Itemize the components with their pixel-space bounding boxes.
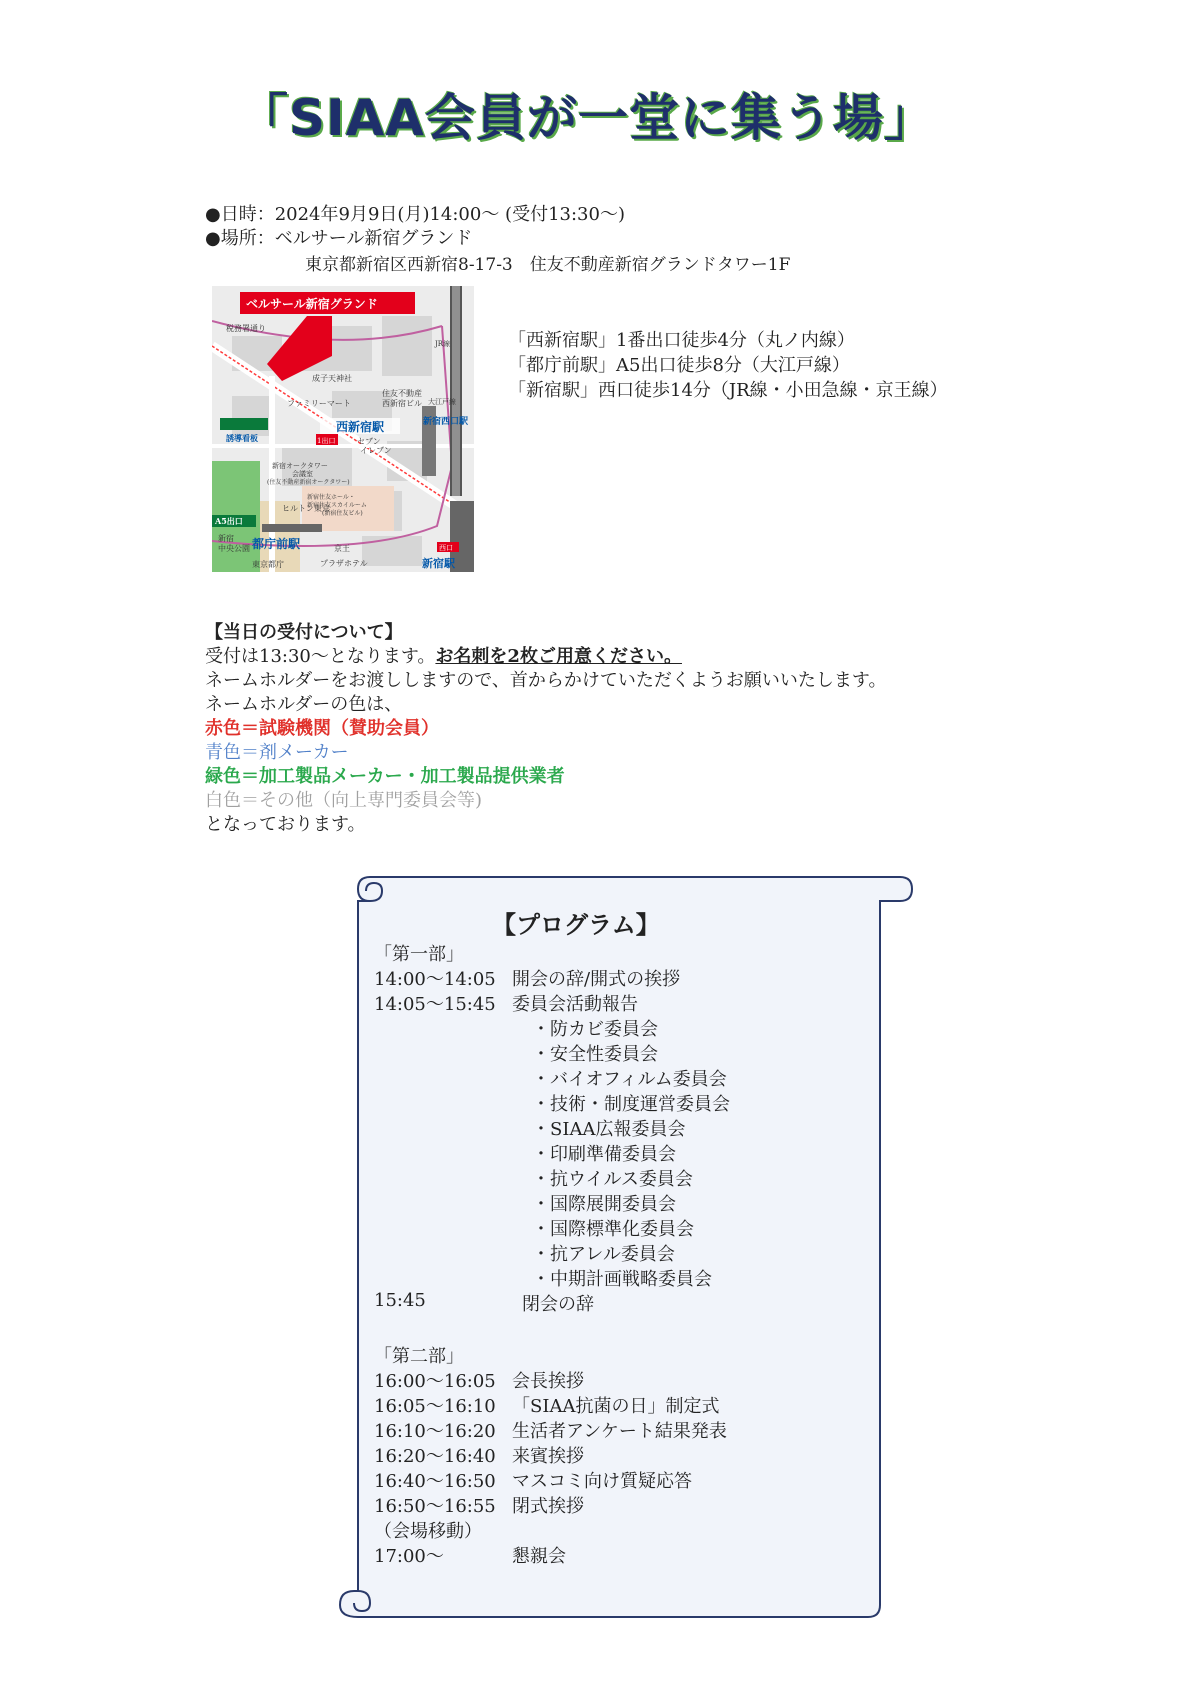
color-red-line: 赤色＝試験機関（賛助会員）	[205, 718, 439, 739]
schedule-item: マスコミ向け質疑応答	[512, 1471, 692, 1492]
schedule-item: 閉会の辞	[522, 1294, 594, 1315]
schedule-time: 17:00～	[374, 1546, 444, 1567]
committee-item: ・安全性委員会	[532, 1044, 658, 1065]
schedule-item: 生活者アンケート結果発表	[512, 1421, 727, 1442]
committee-item: ・バイオフィルム委員会	[532, 1069, 727, 1090]
map-label-tocho: 東京都庁	[252, 560, 284, 569]
map-label-nishiguchi: 新宿西口駅	[423, 417, 469, 427]
schedule-item: 会長挨拶	[512, 1371, 584, 1392]
map-banner: ベルサール新宿グランド	[246, 297, 378, 311]
map-label-keio: 京王	[334, 544, 350, 553]
event-address: 東京都新宿区西新宿8-17-3 住友不動産新宿グランドタワー1F	[305, 255, 791, 275]
committee-item: ・中期計画戦略委員会	[532, 1269, 712, 1290]
schedule-time: 16:50～16:55	[374, 1496, 496, 1517]
map-label-hall-3: (新宿住友ビル)	[322, 510, 363, 517]
map-label-chuokoen: 新宿	[218, 534, 234, 543]
map-label-chuokoen-2: 中央公園	[218, 544, 250, 553]
event-date: ●日時：2024年9月9日(月)14:00～ (受付13:30～)	[205, 204, 625, 225]
access-line: 「新宿駅」西口徒歩14分（JR線・小田急線・京王線）	[508, 380, 948, 401]
map-label-oaktower-2: 会議室	[292, 470, 313, 478]
venue-map	[212, 286, 474, 572]
map-label-otaki: 大江戸線	[428, 398, 456, 406]
schedule-item: 開会の辞/開式の挨拶	[512, 969, 681, 990]
map-label-tochomae: 都庁前駅	[252, 537, 301, 551]
map-label-seven-2: イレブン	[360, 446, 392, 455]
program-title: 【プログラム】	[492, 910, 660, 939]
reception-line: ネームホルダーの色は、	[205, 694, 403, 715]
map-label-jr: JR線	[435, 340, 451, 348]
schedule-time: 16:05～16:10	[374, 1396, 496, 1417]
schedule-item: 閉式挨拶	[512, 1496, 584, 1517]
map-label-yudou: 誘導看板	[226, 433, 258, 443]
schedule-time: 14:05～15:45	[374, 994, 496, 1015]
map-label-oaktower: 新宿オークタワー	[272, 462, 328, 470]
color-blue-line: 青色＝剤メーカー	[205, 742, 349, 763]
committee-item: ・国際標準化委員会	[532, 1219, 694, 1240]
page-title: 「SIAA会員が一堂に集う場」	[238, 89, 936, 147]
committee-item: ・技術・制度運営委員会	[532, 1094, 730, 1115]
map-label-hilton: ヒルトン東京	[282, 504, 330, 513]
map-label-zeimusho: 税務署通り	[226, 324, 266, 333]
schedule-item: 委員会活動報告	[512, 994, 638, 1015]
map-label-sumitomo: 住友不動産	[382, 389, 422, 398]
reception-closing: となっております。	[205, 814, 366, 835]
map-label-oaktower-3: (住友不動産新宿オークタワー)	[267, 479, 350, 486]
map-label-nishishinjuku: 西新宿駅	[336, 420, 385, 434]
committee-item: ・国際展開委員会	[532, 1194, 676, 1215]
committee-item: ・SIAA広報委員会	[532, 1119, 686, 1140]
map-label-shinjuku: 新宿駅	[422, 557, 455, 570]
schedule-item: 来賓挨拶	[512, 1446, 584, 1467]
part2-label: 「第二部」	[374, 1346, 464, 1367]
map-label-a5: A5出口	[215, 516, 243, 526]
committee-item: ・印刷準備委員会	[532, 1144, 676, 1165]
access-line: 「都庁前駅」A5出口徒歩8分（大江戸線）	[508, 355, 850, 376]
access-line: 「西新宿駅」1番出口徒歩4分（丸ノ内線）	[508, 330, 855, 351]
map-label-hall: 新宿住友ホール・	[307, 494, 355, 501]
map-label-sumitomo-2: 西新宿ビル	[382, 399, 422, 408]
event-place: ●場所：ベルサール新宿グランド	[205, 228, 473, 249]
reception-line: ネームホルダーをお渡ししますので、首からかけていただくようお願いいたします。	[205, 670, 887, 691]
reception-heading: 【当日の受付について】	[205, 622, 403, 643]
schedule-time: 16:40～16:50	[374, 1471, 496, 1492]
map-label-seven: セブン	[357, 437, 381, 446]
schedule-time: 16:00～16:05	[374, 1371, 496, 1392]
map-label-keio-2: プラザホテル	[320, 559, 368, 568]
color-green-line: 緑色＝加工製品メーカー・加工製品提供業者	[205, 766, 565, 787]
map-label-family: ファミリーマート	[287, 399, 351, 408]
committee-item: ・防カビ委員会	[532, 1019, 658, 1040]
schedule-time: 14:00～14:05	[374, 969, 496, 990]
color-white-line: 白色＝その他（向上専門委員会等)	[205, 790, 483, 811]
map-label-exit1: 1出口	[317, 437, 336, 445]
schedule-item: 懇親会	[512, 1546, 566, 1567]
committee-item: ・抗ウイルス委員会	[532, 1169, 693, 1190]
schedule-time: 16:20～16:40	[374, 1446, 496, 1467]
map-label-hall-2: 新宿住友スカイルーム	[307, 502, 367, 509]
schedule-time: 16:10～16:20	[374, 1421, 496, 1442]
part1-label: 「第一部」	[374, 944, 464, 965]
map-label-nishiguchi-exit: 西口	[439, 544, 453, 552]
schedule-time: 15:45	[374, 1290, 426, 1311]
map-label-naruko: 成子天神社	[312, 374, 352, 383]
venue-move-note: （会場移動）	[374, 1521, 482, 1542]
business-card-note: お名刺を2枚ご用意ください。	[435, 646, 682, 667]
committee-item: ・抗アレル委員会	[532, 1244, 675, 1265]
reception-line: 受付は13:30～となります。お名刺を2枚ご用意ください。	[205, 646, 682, 667]
schedule-item: 「SIAA抗菌の日」制定式	[512, 1396, 720, 1417]
